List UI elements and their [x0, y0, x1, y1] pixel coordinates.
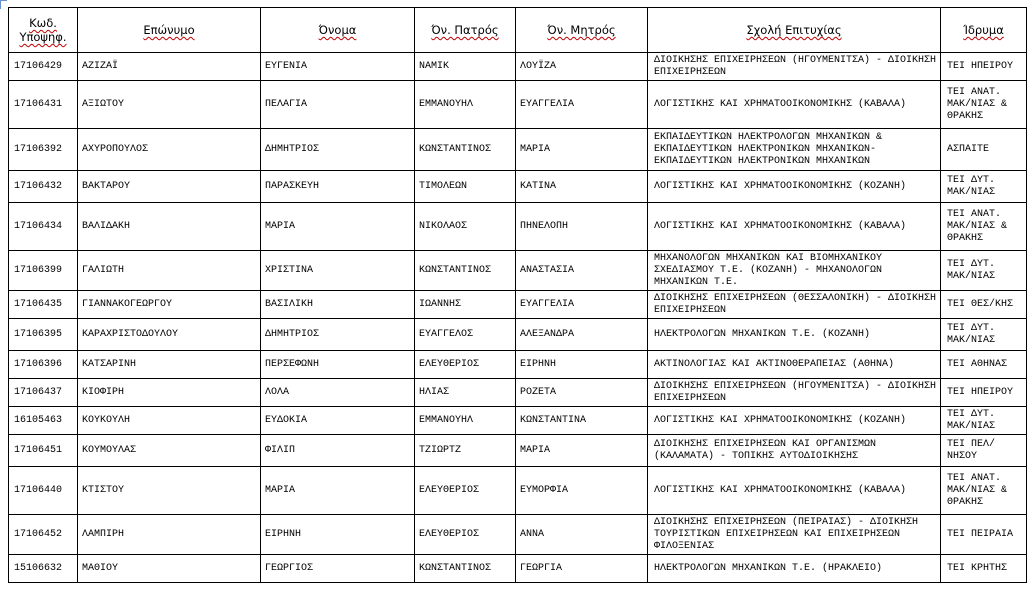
- cell-mother: ΓΕΩΡΓΙΑ: [516, 555, 648, 583]
- table-row: [9, 319, 1027, 351]
- cell-school: ΜΗΧΑΝΟΛΟΓΩΝ ΜΗΧΑΝΙΚΩΝ ΚΑΙ ΒΙΟΜΗΧΑΝΙΚΟΥ ΣΧΕΔΙΑΣΜΟΥ Τ.Ε. (ΚΟΖΑΝΗ) - ΜΗΧΑΝΟΛΟΓΩΝ ΜΗΧΑΝΙΚΩΝ Τ.Ε.: [648, 251, 941, 291]
- table-row: [9, 203, 1027, 251]
- table-row: [9, 407, 1027, 435]
- header-mother: [516, 8, 648, 53]
- cell-school: ΛΟΓΙΣΤΙΚΗΣ ΚΑΙ ΧΡΗΜΑΤΟΟΙΚΟΝΟΜΙΚΗΣ (ΚΑΒΑΛΑ): [648, 467, 941, 515]
- cell-code: 17106432: [9, 171, 78, 203]
- header-mother-label: Όν. Μητρός: [547, 23, 616, 37]
- cell-code: 17106437: [9, 379, 78, 407]
- cell-school: ΗΛΕΚΤΡΟΛΟΓΩΝ ΜΗΧΑΝΙΚΩΝ Τ.Ε. (ΗΡΑΚΛΕΙΟ): [648, 555, 941, 583]
- cell-mother: ΕΙΡΗΝΗ: [516, 351, 648, 379]
- cell-name: ΠΕΡΣΕΦΩΝΗ: [261, 351, 415, 379]
- cell-school: ΑΚΤΙΝΟΛΟΓΙΑΣ ΚΑΙ ΑΚΤΙΝΟΘΕΡΑΠΕΙΑΣ (ΑΘΗΝΑ): [648, 351, 941, 379]
- cell-surname: ΑΧΥΡΟΠΟΥΛΟΣ: [78, 129, 261, 171]
- cell-name: ΓΕΩΡΓΙΟΣ: [261, 555, 415, 583]
- cell-code: 17106392: [9, 129, 78, 171]
- cell-name: ΔΗΜΗΤΡΙΟΣ: [261, 129, 415, 171]
- cell-mother: ΚΑΤΙΝΑ: [516, 171, 648, 203]
- header-school-label: Σχολή Επιτυχίας: [746, 23, 842, 37]
- cell-mother: ΡΟΖΕΤΑ: [516, 379, 648, 407]
- cell-father: ΕΜΜΑΝΟΥΗΛ: [415, 407, 516, 435]
- cell-institution: ΤΕΙ ΠΕΙΡΑΙΑ: [941, 515, 1027, 555]
- cell-father: ΕΜΜΑΝΟΥΗΛ: [415, 81, 516, 129]
- corner-marker: [0, 0, 7, 9]
- cell-father: ΕΛΕΥΘΕΡΙΟΣ: [415, 515, 516, 555]
- header-school: [648, 8, 941, 53]
- table-row: [9, 251, 1027, 291]
- cell-code: 17106452: [9, 515, 78, 555]
- cell-name: ΠΑΡΑΣΚΕΥΗ: [261, 171, 415, 203]
- table-row: [9, 555, 1027, 583]
- table-row: [9, 81, 1027, 129]
- cell-institution: ΤΕΙ ΑΝΑΤ. ΜΑΚ/ΝΙΑΣ & ΘΡΑΚΗΣ: [941, 203, 1027, 251]
- cell-father: ΚΩΝΣΤΑΝΤΙΝΟΣ: [415, 251, 516, 291]
- cell-surname: ΓΙΑΝΝΑΚΟΓΕΩΡΓΟΥ: [78, 291, 261, 319]
- cell-institution: ΤΕΙ ΔΥΤ. ΜΑΚ/ΝΙΑΣ: [941, 171, 1027, 203]
- cell-mother: ΑΛΕΞΑΝΔΡΑ: [516, 319, 648, 351]
- cell-mother: ΕΥΜΟΡΦΙΑ: [516, 467, 648, 515]
- cell-surname: ΑΞΙΩΤΟΥ: [78, 81, 261, 129]
- cell-mother: ΕΥΑΓΓΕΛΙΑ: [516, 81, 648, 129]
- cell-name: ΕΙΡΗΝΗ: [261, 515, 415, 555]
- cell-institution: ΤΕΙ ΔΥΤ. ΜΑΚ/ΝΙΑΣ: [941, 407, 1027, 435]
- header-father-label: Όν. Πατρός: [431, 23, 499, 37]
- cell-institution: ΤΕΙ ΚΡΗΤΗΣ: [941, 555, 1027, 583]
- cell-school: ΔΙΟΙΚΗΣΗΣ ΕΠΙΧΕΙΡΗΣΕΩΝ (ΗΓΟΥΜΕΝΙΤΣΑ) - ΔΙΟΙΚΗΣΗ ΕΠΙΧΕΙΡΗΣΕΩΝ: [648, 379, 941, 407]
- cell-institution: ΤΕΙ ΑΝΑΤ. ΜΑΚ/ΝΙΑΣ & ΘΡΑΚΗΣ: [941, 467, 1027, 515]
- cell-school: ΛΟΓΙΣΤΙΚΗΣ ΚΑΙ ΧΡΗΜΑΤΟΟΙΚΟΝΟΜΙΚΗΣ (ΚΑΒΑΛΑ): [648, 81, 941, 129]
- header-father: [415, 8, 516, 53]
- cell-mother: ΕΥΑΓΓΕΛΙΑ: [516, 291, 648, 319]
- cell-surname: ΚΟΥΜΟΥΛΑΣ: [78, 435, 261, 467]
- cell-mother: ΛΟΥΪΖΑ: [516, 53, 648, 81]
- cell-school: ΔΙΟΙΚΗΣΗΣ ΕΠΙΧΕΙΡΗΣΕΩΝ (ΠΕΙΡΑΙΑΣ) - ΔΙΟΙΚΗΣΗ ΤΟΥΡΙΣΤΙΚΩΝ ΕΠΙΧΕΙΡΗΣΕΩΝ ΚΑΙ ΕΠΙΧΕΙΡΗΣΕΩΝ ΦΙΛΟΞΕΝΙΑΣ: [648, 515, 941, 555]
- cell-name: ΜΑΡΙΑ: [261, 467, 415, 515]
- cell-institution: ΤΕΙ ΔΥΤ. ΜΑΚ/ΝΙΑΣ: [941, 319, 1027, 351]
- document: [8, 7, 1026, 583]
- table-row: [9, 129, 1027, 171]
- table-body: [9, 53, 1027, 583]
- cell-name: ΦΙΛΙΠ: [261, 435, 415, 467]
- cell-institution: ΑΣΠΑΙΤΕ: [941, 129, 1027, 171]
- cell-mother: ΚΩΝΣΤΑΝΤΙΝΑ: [516, 407, 648, 435]
- cell-institution: ΤΕΙ ΘΕΣ/ΚΗΣ: [941, 291, 1027, 319]
- header-institution-label: Ίδρυμα: [963, 23, 1004, 37]
- cell-institution: ΤΕΙ ΗΠΕΙΡΟΥ: [941, 379, 1027, 407]
- cell-surname: ΚΙΟΦΙΡΗ: [78, 379, 261, 407]
- cell-school: ΛΟΓΙΣΤΙΚΗΣ ΚΑΙ ΧΡΗΜΑΤΟΟΙΚΟΝΟΜΙΚΗΣ (ΚΟΖΑΝΗ): [648, 407, 941, 435]
- cell-father: ΙΩΑΝΝΗΣ: [415, 291, 516, 319]
- cell-surname: ΚΑΡΑΧΡΙΣΤΟΔΟΥΛΟΥ: [78, 319, 261, 351]
- cell-surname: ΚΑΤΣΑΡΙΝΗ: [78, 351, 261, 379]
- cell-father: ΤΙΜΟΛΕΩΝ: [415, 171, 516, 203]
- cell-name: ΛΟΛΑ: [261, 379, 415, 407]
- cell-surname: ΒΑΚΤΑΡΟΥ: [78, 171, 261, 203]
- cell-mother: ΜΑΡΙΑ: [516, 435, 648, 467]
- cell-mother: ΑΝΑΣΤΑΣΙΑ: [516, 251, 648, 291]
- table-row: [9, 515, 1027, 555]
- cell-code: 15106632: [9, 555, 78, 583]
- cell-mother: ΠΗΝΕΛΟΠΗ: [516, 203, 648, 251]
- table-header: [9, 8, 1027, 53]
- table-row: [9, 171, 1027, 203]
- cell-code: 17106396: [9, 351, 78, 379]
- header-institution: [941, 8, 1027, 53]
- cell-code: 17106451: [9, 435, 78, 467]
- cell-father: ΗΛΙΑΣ: [415, 379, 516, 407]
- cell-name: ΒΑΣΙΛΙΚΗ: [261, 291, 415, 319]
- cell-name: ΠΕΛΑΓΙΑ: [261, 81, 415, 129]
- cell-institution: ΤΕΙ ΔΥΤ. ΜΑΚ/ΝΙΑΣ: [941, 251, 1027, 291]
- cell-mother: ΜΑΡΙΑ: [516, 129, 648, 171]
- cell-code: 16105463: [9, 407, 78, 435]
- table-row: [9, 351, 1027, 379]
- cell-father: ΕΛΕΥΘΕΡΙΟΣ: [415, 467, 516, 515]
- header-row: [9, 8, 1027, 53]
- cell-father: ΝΙΚΟΛΑΟΣ: [415, 203, 516, 251]
- cell-name: ΕΥΓΕΝΙΑ: [261, 53, 415, 81]
- cell-school: ΛΟΓΙΣΤΙΚΗΣ ΚΑΙ ΧΡΗΜΑΤΟΟΙΚΟΝΟΜΙΚΗΣ (ΚΟΖΑΝΗ): [648, 171, 941, 203]
- cell-surname: ΚΤΙΣΤΟΥ: [78, 467, 261, 515]
- table-row: [9, 379, 1027, 407]
- header-surname-label: Επώνυμο: [143, 23, 195, 37]
- cell-mother: ΑΝΝΑ: [516, 515, 648, 555]
- cell-name: ΔΗΜΗΤΡΙΟΣ: [261, 319, 415, 351]
- cell-name: ΜΑΡΙΑ: [261, 203, 415, 251]
- cell-surname: ΒΑΛΙΔΑΚΗ: [78, 203, 261, 251]
- cell-school: ΕΚΠΑΙΔΕΥΤΙΚΩΝ ΗΛΕΚΤΡΟΛΟΓΩΝ ΜΗΧΑΝΙΚΩΝ & ΕΚΠΑΙΔΕΥΤΙΚΩΝ ΗΛΕΚΤΡΟΝΙΚΩΝ ΜΗΧΑΝΙΚΩΝ- ΕΚΠΑΙΔΕΥΤΙΚΩΝ ΗΛΕΚΤΡΟΝΙΚΩΝ ΜΗΧΑΝΙΚΩΝ: [648, 129, 941, 171]
- cell-code: 17106399: [9, 251, 78, 291]
- cell-school: ΔΙΟΙΚΗΣΗΣ ΕΠΙΧΕΙΡΗΣΕΩΝ (ΘΕΣΣΑΛΟΝΙΚΗ) - ΔΙΟΙΚΗΣΗ ΕΠΙΧΕΙΡΗΣΕΩΝ: [648, 291, 941, 319]
- cell-institution: ΤΕΙ ΗΠΕΙΡΟΥ: [941, 53, 1027, 81]
- cell-school: ΛΟΓΙΣΤΙΚΗΣ ΚΑΙ ΧΡΗΜΑΤΟΟΙΚΟΝΟΜΙΚΗΣ (ΚΑΒΑΛΑ): [648, 203, 941, 251]
- cell-school: ΔΙΟΙΚΗΣΗΣ ΕΠΙΧΕΙΡΗΣΕΩΝ (ΗΓΟΥΜΕΝΙΤΣΑ) - ΔΙΟΙΚΗΣΗ ΕΠΙΧΕΙΡΗΣΕΩΝ: [648, 53, 941, 81]
- header-code-label: Κωδ. Υποψηφ.: [19, 16, 67, 44]
- table-row: [9, 291, 1027, 319]
- cell-institution: ΤΕΙ ΑΘΗΝΑΣ: [941, 351, 1027, 379]
- cell-code: 17106435: [9, 291, 78, 319]
- cell-name: ΧΡΙΣΤΙΝΑ: [261, 251, 415, 291]
- cell-father: ΚΩΝΣΤΑΝΤΙΝΟΣ: [415, 555, 516, 583]
- results-table: [8, 7, 1027, 583]
- cell-surname: ΛΑΜΠΙΡΗ: [78, 515, 261, 555]
- cell-name: ΕΥΔΟΚΙΑ: [261, 407, 415, 435]
- cell-surname: ΚΟΥΚΟΥΛΗ: [78, 407, 261, 435]
- cell-code: 17106431: [9, 81, 78, 129]
- cell-father: ΤΖΙΩΡΤΖ: [415, 435, 516, 467]
- cell-surname: ΓΑΛΙΩΤΗ: [78, 251, 261, 291]
- cell-surname: ΑΖΙΖΑΪ: [78, 53, 261, 81]
- cell-code: 17106440: [9, 467, 78, 515]
- cell-surname: ΜΑΘΙΟΥ: [78, 555, 261, 583]
- header-name: [261, 8, 415, 53]
- table-row: [9, 467, 1027, 515]
- cell-school: ΔΙΟΙΚΗΣΗΣ ΕΠΙΧΕΙΡΗΣΕΩΝ ΚΑΙ ΟΡΓΑΝΙΣΜΩΝ (ΚΑΛΑΜΑΤΑ) - ΤΟΠΙΚΗΣ ΑΥΤΟΔΙΟΙΚΗΣΗΣ: [648, 435, 941, 467]
- header-surname: [78, 8, 261, 53]
- cell-code: 17106395: [9, 319, 78, 351]
- table-row: [9, 53, 1027, 81]
- cell-father: ΕΥΑΓΓΕΛΟΣ: [415, 319, 516, 351]
- table-row: [9, 435, 1027, 467]
- header-code: [9, 8, 78, 53]
- cell-father: ΚΩΝΣΤΑΝΤΙΝΟΣ: [415, 129, 516, 171]
- cell-code: 17106434: [9, 203, 78, 251]
- cell-institution: ΤΕΙ ΑΝΑΤ. ΜΑΚ/ΝΙΑΣ & ΘΡΑΚΗΣ: [941, 81, 1027, 129]
- header-name-label: Όνομα: [318, 23, 357, 37]
- cell-father: ΝΑΜΙΚ: [415, 53, 516, 81]
- cell-father: ΕΛΕΥΘΕΡΙΟΣ: [415, 351, 516, 379]
- cell-school: ΗΛΕΚΤΡΟΛΟΓΩΝ ΜΗΧΑΝΙΚΩΝ Τ.Ε. (ΚΟΖΑΝΗ): [648, 319, 941, 351]
- cell-institution: ΤΕΙ ΠΕΛ/ΝΗΣΟΥ: [941, 435, 1027, 467]
- cell-code: 17106429: [9, 53, 78, 81]
